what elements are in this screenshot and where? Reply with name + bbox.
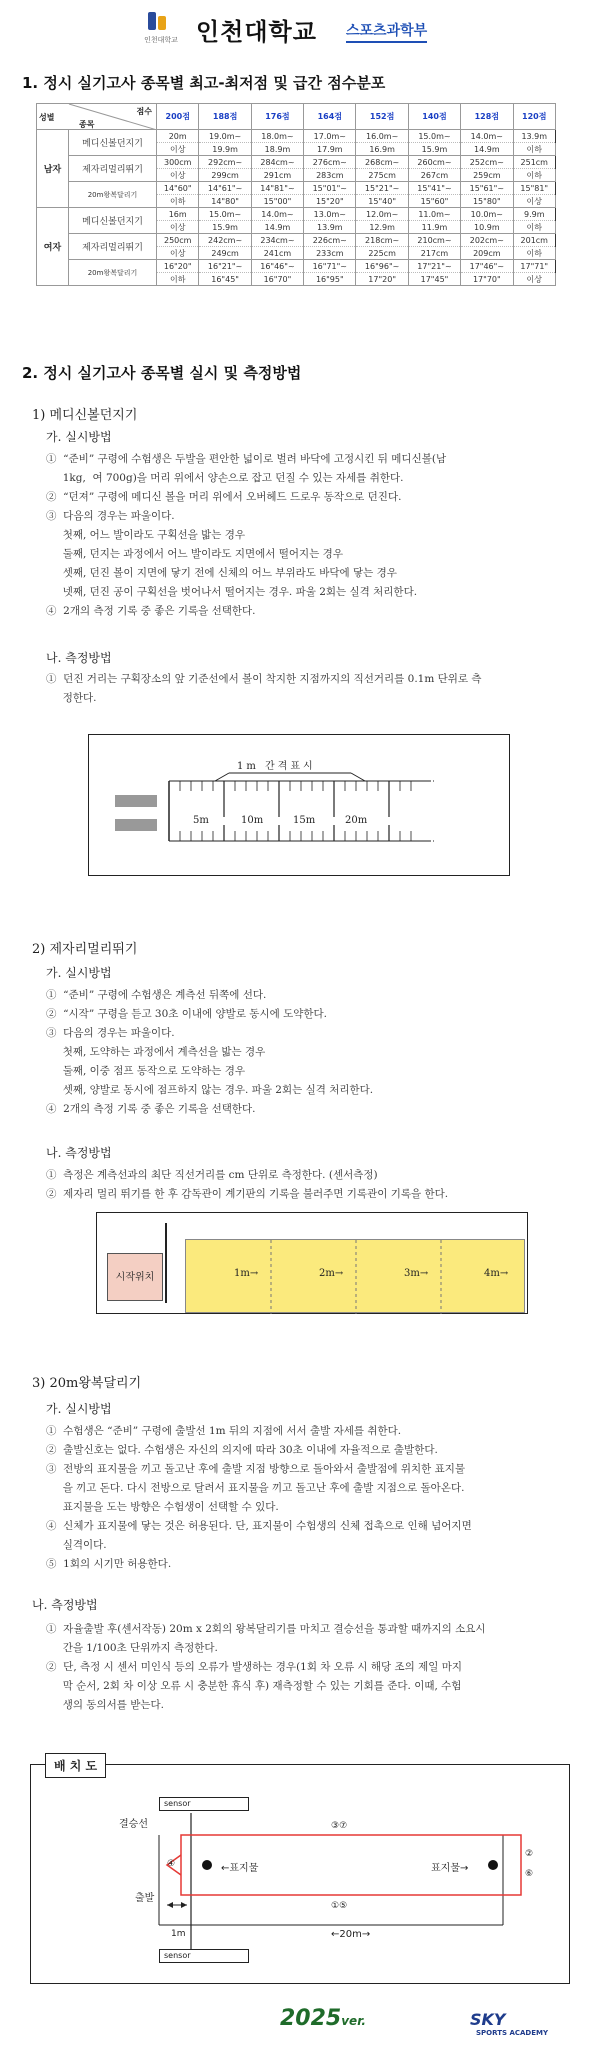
- score-cell-top: 14.0m~: [461, 130, 513, 143]
- layout-title: 배 치 도: [45, 1753, 106, 1778]
- shuttle-method-heading: 가. 실시방법: [46, 1402, 112, 1416]
- score-cell-bottom: 13.9m: [304, 221, 356, 234]
- score-cell-bottom: 이상: [157, 143, 199, 156]
- distance-20m: ←20m→: [331, 1929, 371, 1940]
- text-line: 을 끼고 돈다. 다시 전방으로 달려서 표지물을 끼고 돌고난 후에 출발 지점으로 돌아온다.: [46, 1482, 465, 1494]
- text-line: 정한다.: [46, 692, 97, 704]
- score-cell-bottom: 16"70": [251, 273, 303, 286]
- text-line: 셋째, 양발로 동시에 점프하지 않는 경우. 파울 2회는 실격 처리한다.: [46, 1084, 374, 1096]
- jump-mark: 1m→: [234, 1268, 259, 1279]
- score-cell-top: 15"41"~: [408, 182, 460, 195]
- score-cell-top: 15"21"~: [356, 182, 408, 195]
- long-jump-diagram: [96, 1212, 528, 1314]
- score-cell-bottom: 이하: [157, 273, 199, 286]
- score-cell-top: 292cm~: [199, 156, 251, 169]
- marker-left: ←표지물: [221, 1863, 259, 1874]
- score-cell-top: 13.9m: [513, 130, 556, 143]
- department-name: 스포츠과학부: [346, 20, 427, 43]
- text-line: ③ 다음의 경우는 파울이다.: [46, 1027, 175, 1039]
- score-cell-bottom: 15"60": [408, 195, 460, 208]
- score-cell-bottom: 16"95": [304, 273, 356, 286]
- year-suffix: ver.: [341, 2014, 366, 2028]
- score-cell-bottom: 15.9m: [408, 143, 460, 156]
- text-line: ④ 2개의 측정 기록 중 좋은 기록을 선택한다.: [46, 1103, 256, 1115]
- text-line: 둘째, 이중 점프 동작으로 도약하는 경우: [46, 1065, 246, 1077]
- score-header: 200점: [157, 104, 199, 130]
- score-cell-bottom: 17"45": [408, 273, 460, 286]
- text-line: 첫째, 도약하는 과정에서 계측선을 밟는 경우: [46, 1046, 266, 1058]
- score-cell-top: 210cm~: [408, 234, 460, 247]
- corner-top-label: 점수: [136, 107, 152, 116]
- version-year: [280, 2006, 366, 2031]
- score-cell-bottom: 14"80": [199, 195, 251, 208]
- score-cell-bottom: 17"70": [461, 273, 513, 286]
- text-line: 생의 동의서를 받는다.: [46, 1699, 164, 1711]
- score-cell-top: 15"01"~: [304, 182, 356, 195]
- score-cell-top: 202cm~: [461, 234, 513, 247]
- jump-method-heading: 가. 실시방법: [46, 966, 112, 980]
- score-table: [36, 103, 556, 286]
- score-header: 164점: [304, 104, 356, 130]
- score-cell-top: 242cm~: [199, 234, 251, 247]
- score-cell-bottom: 16.9m: [356, 143, 408, 156]
- header: [0, 0, 600, 58]
- score-cell-top: 9.9m: [513, 208, 556, 221]
- text-line: ② 제자리 멀리 뛰기를 한 후 감독관이 계기판의 기록을 불러주면 기록관이 기록을 한다.: [46, 1188, 449, 1200]
- corner-left-label: 성별: [39, 113, 55, 122]
- score-cell-top: 16"21"~: [199, 260, 251, 273]
- text-line: 둘째, 던지는 과정에서 어느 발이라도 지면에서 떨어지는 경우: [46, 548, 343, 560]
- score-cell-top: 10.0m~: [461, 208, 513, 221]
- score-cell-top: 16"71"~: [304, 260, 356, 273]
- score-cell-top: 14.0m~: [251, 208, 303, 221]
- score-cell-bottom: 10.9m: [461, 221, 513, 234]
- start-position: 시작위치: [107, 1253, 163, 1301]
- text-line: 실격이다.: [46, 1539, 107, 1551]
- score-header: 140점: [408, 104, 460, 130]
- score-cell-top: 11.0m~: [408, 208, 460, 221]
- logo-caption: 인천대학교: [144, 36, 178, 44]
- step-left: ④: [167, 1859, 176, 1869]
- score-cell-top: 218cm~: [356, 234, 408, 247]
- score-cell-top: 12.0m~: [356, 208, 408, 221]
- step-right-bottom: ⑥: [525, 1869, 534, 1879]
- score-cell-top: 15"61"~: [461, 182, 513, 195]
- event-name: 메디신볼던지기: [69, 130, 157, 156]
- step-top: ③⑦: [331, 1821, 348, 1831]
- score-cell-top: 14"61"~: [199, 182, 251, 195]
- score-cell-top: 16.0m~: [356, 130, 408, 143]
- score-cell-bottom: 217cm: [408, 247, 460, 260]
- score-cell-bottom: 299cm: [199, 169, 251, 182]
- text-line: ④ 2개의 측정 기록 중 좋은 기록을 선택한다.: [46, 605, 256, 617]
- text-line: 넷째, 던진 공이 구획선을 벗어나서 떨어지는 경우. 파울 2회는 실격 처리한다.: [46, 586, 418, 598]
- medicine-method-heading: 가. 실시방법: [46, 430, 112, 444]
- medicine-heading: 1) 메디신볼던지기: [32, 408, 138, 423]
- score-cell-bottom: 209cm: [461, 247, 513, 260]
- year-number: 2025: [280, 2006, 342, 2031]
- score-cell-bottom: 225cm: [356, 247, 408, 260]
- distance-mark: 15m: [293, 815, 316, 826]
- score-cell-top: 15"81": [513, 182, 556, 195]
- score-cell-bottom: 249cm: [199, 247, 251, 260]
- text-line: ① 던진 거리는 구획장소의 앞 기준선에서 볼이 착지한 지점까지의 직선거리를 0.1m 단위로 측: [46, 673, 482, 685]
- score-header: 152점: [356, 104, 408, 130]
- score-cell-top: 17"21"~: [408, 260, 460, 273]
- score-cell-bottom: 15"40": [356, 195, 408, 208]
- score-cell-bottom: 283cm: [304, 169, 356, 182]
- score-cell-top: 16"20": [157, 260, 199, 273]
- score-cell-bottom: 15.9m: [199, 221, 251, 234]
- text-line: 첫째, 어느 발이라도 구획선을 밟는 경우: [46, 529, 246, 541]
- score-header: 188점: [199, 104, 251, 130]
- score-cell-bottom: 이하: [513, 221, 556, 234]
- score-cell-top: 17.0m~: [304, 130, 356, 143]
- score-cell-bottom: 241cm: [251, 247, 303, 260]
- score-cell-bottom: 14.9m: [251, 221, 303, 234]
- shuttle-track-svg: [31, 1765, 571, 1985]
- score-header: 176점: [251, 104, 303, 130]
- text-line: ② 단, 측정 시 센서 미인식 등의 오류가 발생하는 경우(1회 차 오류 시 해당 조의 제일 마지: [46, 1661, 463, 1673]
- score-cell-top: 226cm~: [304, 234, 356, 247]
- score-cell-top: 234cm~: [251, 234, 303, 247]
- text-line: ① 자율출발 후(센서작동) 20m x 2회의 왕복달리기를 마치고 결승선을 통과할 때까지의 소요시: [46, 1623, 486, 1635]
- score-cell-top: 252cm~: [461, 156, 513, 169]
- jump-heading: 2) 제자리멀리뛰기: [32, 942, 138, 957]
- event-name: 20m왕복달리기: [69, 182, 157, 208]
- score-cell-bottom: 이상: [157, 169, 199, 182]
- text-line: ② “던져” 구령에 메디신 볼을 머리 위에서 오버헤드 드로우 동작으로 던진다.: [46, 491, 402, 503]
- score-cell-top: 16"46"~: [251, 260, 303, 273]
- marker-right: 표지물→: [431, 1863, 469, 1874]
- event-name: 20m왕복달리기: [69, 260, 157, 286]
- brand-sub: SPORTS ACADEMY: [476, 2029, 549, 2037]
- score-cell-top: 13.0m~: [304, 208, 356, 221]
- brand-name: SKY: [470, 2010, 506, 2029]
- finish-line-label: 결승선: [119, 1819, 148, 1830]
- step-bottom: ①⑤: [331, 1901, 348, 1911]
- score-cell-bottom: 11.9m: [408, 221, 460, 234]
- score-cell-top: 14"60": [157, 182, 199, 195]
- score-cell-bottom: 17"20": [356, 273, 408, 286]
- score-cell-top: 16m: [157, 208, 199, 221]
- text-line: 간을 1/100초 단위까지 측정한다.: [46, 1642, 218, 1654]
- score-cell-bottom: 15"00": [251, 195, 303, 208]
- score-cell-bottom: 14.9m: [461, 143, 513, 156]
- text-line: ② 출발신호는 없다. 수험생은 자신의 의지에 따라 30초 이내에 자율적으로 출발한다.: [46, 1444, 438, 1456]
- jump-mark: 4m→: [484, 1268, 509, 1279]
- medicine-measure-list: [46, 670, 586, 708]
- score-cell-bottom: 이하: [513, 169, 556, 182]
- section1-title: 1. 정시 실기고사 종목별 최고-최저점 및 급간 점수분포: [22, 74, 386, 92]
- jump-measure-heading: 나. 측정방법: [46, 1146, 112, 1160]
- score-cell-top: 20m: [157, 130, 199, 143]
- shuttle-method-list: [46, 1422, 586, 1574]
- text-line: ① 수험생은 “준비” 구령에 출발선 1m 뒤의 지점에 서서 출발 자세를 취한다.: [46, 1425, 402, 1437]
- text-line: ① “준비” 구령에 수험생은 계측선 뒤쪽에 선다.: [46, 989, 267, 1001]
- jump-method-list: [46, 986, 586, 1119]
- shuttle-layout-diagram: [30, 1759, 570, 1984]
- score-cell-bottom: 이상: [513, 273, 556, 286]
- distance-mark: 10m: [241, 815, 264, 826]
- measure-line: [165, 1223, 167, 1303]
- start-label: 출발: [135, 1893, 155, 1904]
- distance-mark: 5m: [193, 815, 209, 826]
- score-header: 120점: [513, 104, 556, 130]
- score-cell-top: 18.0m~: [251, 130, 303, 143]
- score-cell-top: 300cm: [157, 156, 199, 169]
- table-corner: [37, 104, 157, 130]
- text-line: 셋째, 던진 볼이 지면에 닿기 전에 신체의 어느 부위라도 바닥에 닿는 경우: [46, 567, 397, 579]
- landing-area: [185, 1239, 525, 1313]
- score-cell-bottom: 275cm: [356, 169, 408, 182]
- text-line: ③ 다음의 경우는 파울이다.: [46, 510, 175, 522]
- score-cell-bottom: 15"20": [304, 195, 356, 208]
- distance-1m: 1m: [171, 1929, 186, 1939]
- medicine-method-list: [46, 450, 586, 621]
- score-cell-top: 17"71": [513, 260, 556, 273]
- score-cell-top: 251cm: [513, 156, 556, 169]
- event-name: 제자리멀리뛰기: [69, 234, 157, 260]
- score-cell-bottom: 이상: [513, 195, 556, 208]
- score-cell-bottom: 이상: [157, 247, 199, 260]
- jump-mark: 2m→: [319, 1268, 344, 1279]
- text-line: ⑤ 1회의 시기만 허용한다.: [46, 1558, 172, 1570]
- shuttle-measure-list: [46, 1620, 586, 1715]
- gender-male: 남자: [37, 130, 69, 208]
- step-right-top: ②: [525, 1849, 534, 1859]
- event-name: 제자리멀리뛰기: [69, 156, 157, 182]
- university-name: 인천대학교: [196, 18, 317, 46]
- score-cell-top: 17"46"~: [461, 260, 513, 273]
- score-cell-top: 19.0m~: [199, 130, 251, 143]
- score-header: 128점: [461, 104, 513, 130]
- medicine-ball-diagram: [88, 734, 510, 876]
- text-line: 표지물을 도는 방향은 수험생이 선택할 수 있다.: [46, 1501, 279, 1513]
- shuttle-heading: 3) 20m왕복달리기: [32, 1376, 142, 1391]
- score-cell-bottom: 이하: [157, 195, 199, 208]
- score-cell-bottom: 267cm: [408, 169, 460, 182]
- score-cell-bottom: 291cm: [251, 169, 303, 182]
- sensor-bottom: sensor: [159, 1949, 249, 1963]
- text-line: 막 순서, 2회 차 이상 오류 시 충분한 휴식 후) 재측정할 수 있는 기회를 준다. 이때, 수험: [46, 1680, 462, 1692]
- score-cell-top: 201cm: [513, 234, 556, 247]
- distance-mark: 20m: [345, 815, 368, 826]
- medicine-measure-heading: 나. 측정방법: [46, 651, 112, 665]
- interval-label: 1m 간격표시: [237, 761, 316, 772]
- text-line: ③ 전방의 표지물을 끼고 돌고난 후에 출발 지점 방향으로 돌아와서 출발점에 위치한 표지물: [46, 1463, 466, 1475]
- sensor-top: sensor: [159, 1797, 249, 1811]
- score-cell-bottom: 17.9m: [304, 143, 356, 156]
- text-line: ① 측정은 계측선과의 최단 직선거리를 cm 단위로 측정한다. (센서측정): [46, 1169, 378, 1181]
- score-cell-bottom: 이상: [157, 221, 199, 234]
- score-cell-top: 276cm~: [304, 156, 356, 169]
- score-cell-bottom: 233cm: [304, 247, 356, 260]
- section2-title: 2. 정시 실기고사 종목별 실시 및 측정방법: [22, 364, 302, 382]
- score-cell-top: 250cm: [157, 234, 199, 247]
- score-cell-bottom: 이하: [513, 247, 556, 260]
- text-line: 1kg, 여 700g)을 머리 위에서 양손으로 잡고 던질 수 있는 자세를 취한다.: [46, 472, 404, 484]
- text-line: ① “준비” 구령에 수험생은 두발을 편안한 넓이로 벌려 바닥에 고정시킨 뒤 메디신볼(남: [46, 453, 447, 465]
- score-cell-top: 16"96"~: [356, 260, 408, 273]
- university-logo-icon: [146, 10, 174, 32]
- score-cell-bottom: 16"45": [199, 273, 251, 286]
- text-line: ② “시작” 구령을 듣고 30초 이내에 양발로 동시에 도약한다.: [46, 1008, 327, 1020]
- event-name: 메디신볼던지기: [69, 208, 157, 234]
- gender-female: 여자: [37, 208, 69, 286]
- score-cell-top: 15.0m~: [408, 130, 460, 143]
- text-line: ④ 신체가 표지물에 닿는 것은 허용된다. 단, 표지물이 수험생의 신체 접촉으로 인해 넘어지면: [46, 1520, 472, 1532]
- corner-bottom-label: 종목: [79, 120, 95, 129]
- throw-field-svg: [89, 735, 509, 875]
- score-cell-top: 260cm~: [408, 156, 460, 169]
- score-cell-bottom: 15"80": [461, 195, 513, 208]
- score-cell-top: 15.0m~: [199, 208, 251, 221]
- score-cell-bottom: 이하: [513, 143, 556, 156]
- score-cell-top: 14"81"~: [251, 182, 303, 195]
- sky-academy-logo: [470, 2010, 548, 2037]
- score-cell-bottom: 19.9m: [199, 143, 251, 156]
- jump-measure-list: [46, 1166, 586, 1204]
- score-cell-top: 268cm~: [356, 156, 408, 169]
- score-cell-bottom: 259cm: [461, 169, 513, 182]
- score-cell-bottom: 12.9m: [356, 221, 408, 234]
- score-cell-top: 284cm~: [251, 156, 303, 169]
- shuttle-measure-heading: 나. 측정방법: [32, 1598, 98, 1612]
- score-cell-bottom: 18.9m: [251, 143, 303, 156]
- jump-mark: 3m→: [404, 1268, 429, 1279]
